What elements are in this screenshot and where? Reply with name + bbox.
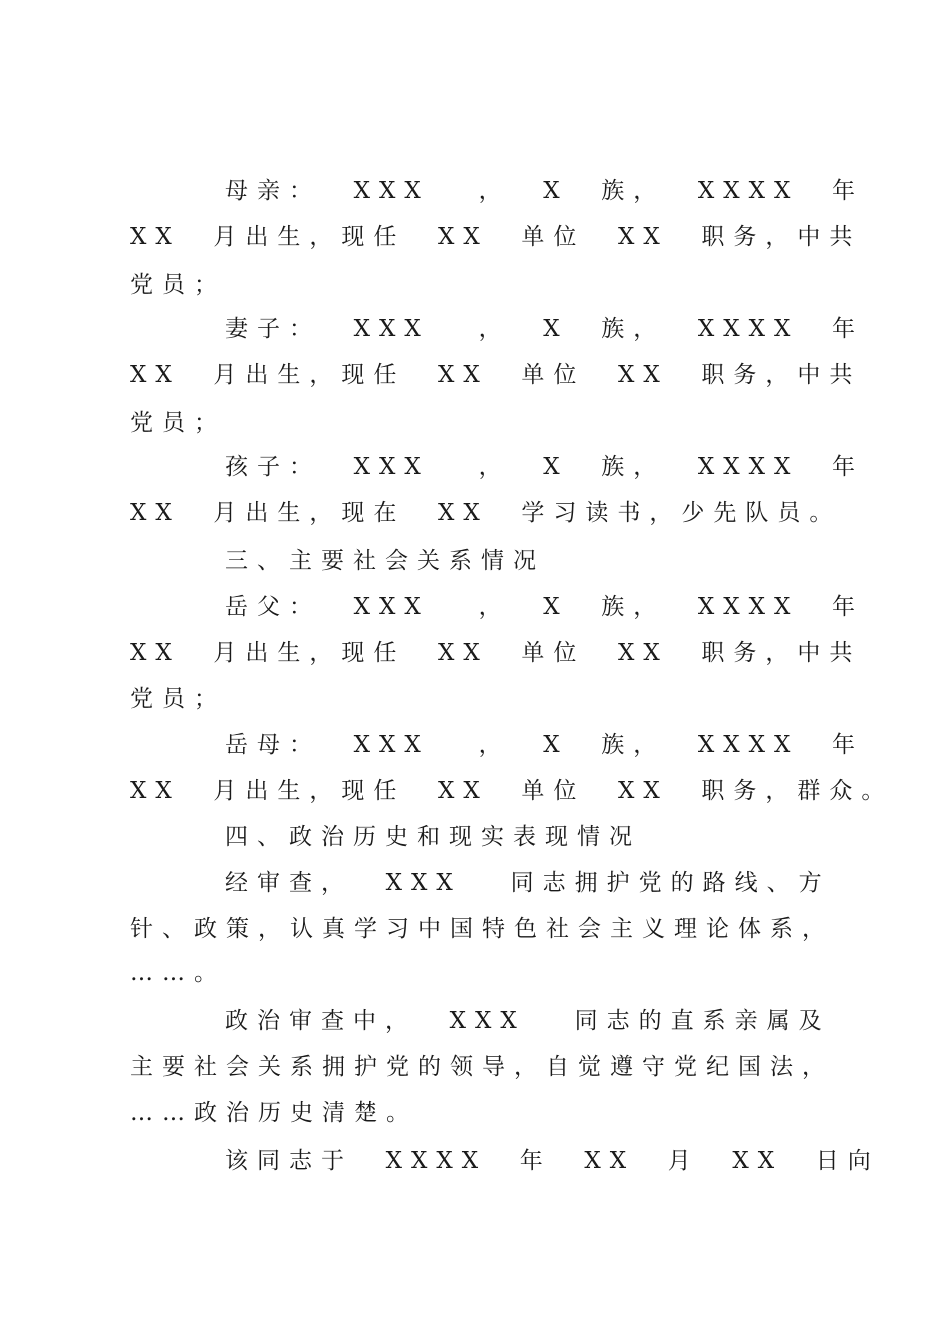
text-line: 母亲： XXX ， X 族， XXXX 年 xyxy=(225,178,865,204)
text-line: 岳父： XXX ， X 族， XXXX 年 xyxy=(225,594,865,620)
text-line: 主要社会关系拥护党的领导，自觉遵守党纪国法， xyxy=(130,1054,834,1080)
text-line: 孩子： XXX ， X 族， XXXX 年 xyxy=(225,454,865,480)
text-line: 党员； xyxy=(130,686,226,712)
text-line: 党员； xyxy=(130,272,226,298)
text-line: 党员； xyxy=(130,410,226,436)
text-line: 经审查， XXX 同志拥护党的路线、方 xyxy=(225,870,831,896)
text-line: XX 月出生，现任 XX 单位 XX 职务，中共 xyxy=(130,640,862,666)
text-line: XX 月出生，现任 XX 单位 XX 职务，中共 xyxy=(130,224,862,250)
text-line: 三、主要社会关系情况 xyxy=(225,548,545,574)
text-line: ……政治历史清楚。 xyxy=(130,1100,418,1126)
text-line: XX 月出生，现在 XX 学习读书，少先队员。 xyxy=(130,500,842,526)
text-line: XX 月出生，现任 XX 单位 XX 职务，群众。 xyxy=(130,778,894,804)
text-line: 妻子： XXX ， X 族， XXXX 年 xyxy=(225,316,865,342)
text-line: 岳母： XXX ， X 族， XXXX 年 xyxy=(225,732,865,758)
text-line: 针、政策，认真学习中国特色社会主义理论体系， xyxy=(130,916,834,942)
text-line: 政治审查中， XXX 同志的直系亲属及 xyxy=(225,1008,831,1034)
text-line: 该同志于 XXXX 年 XX 月 XX 日向 xyxy=(225,1148,880,1174)
text-line: 四、政治历史和现实表现情况 xyxy=(225,824,641,850)
text-line: XX 月出生，现任 XX 单位 XX 职务，中共 xyxy=(130,362,862,388)
text-line: ……。 xyxy=(130,960,226,986)
